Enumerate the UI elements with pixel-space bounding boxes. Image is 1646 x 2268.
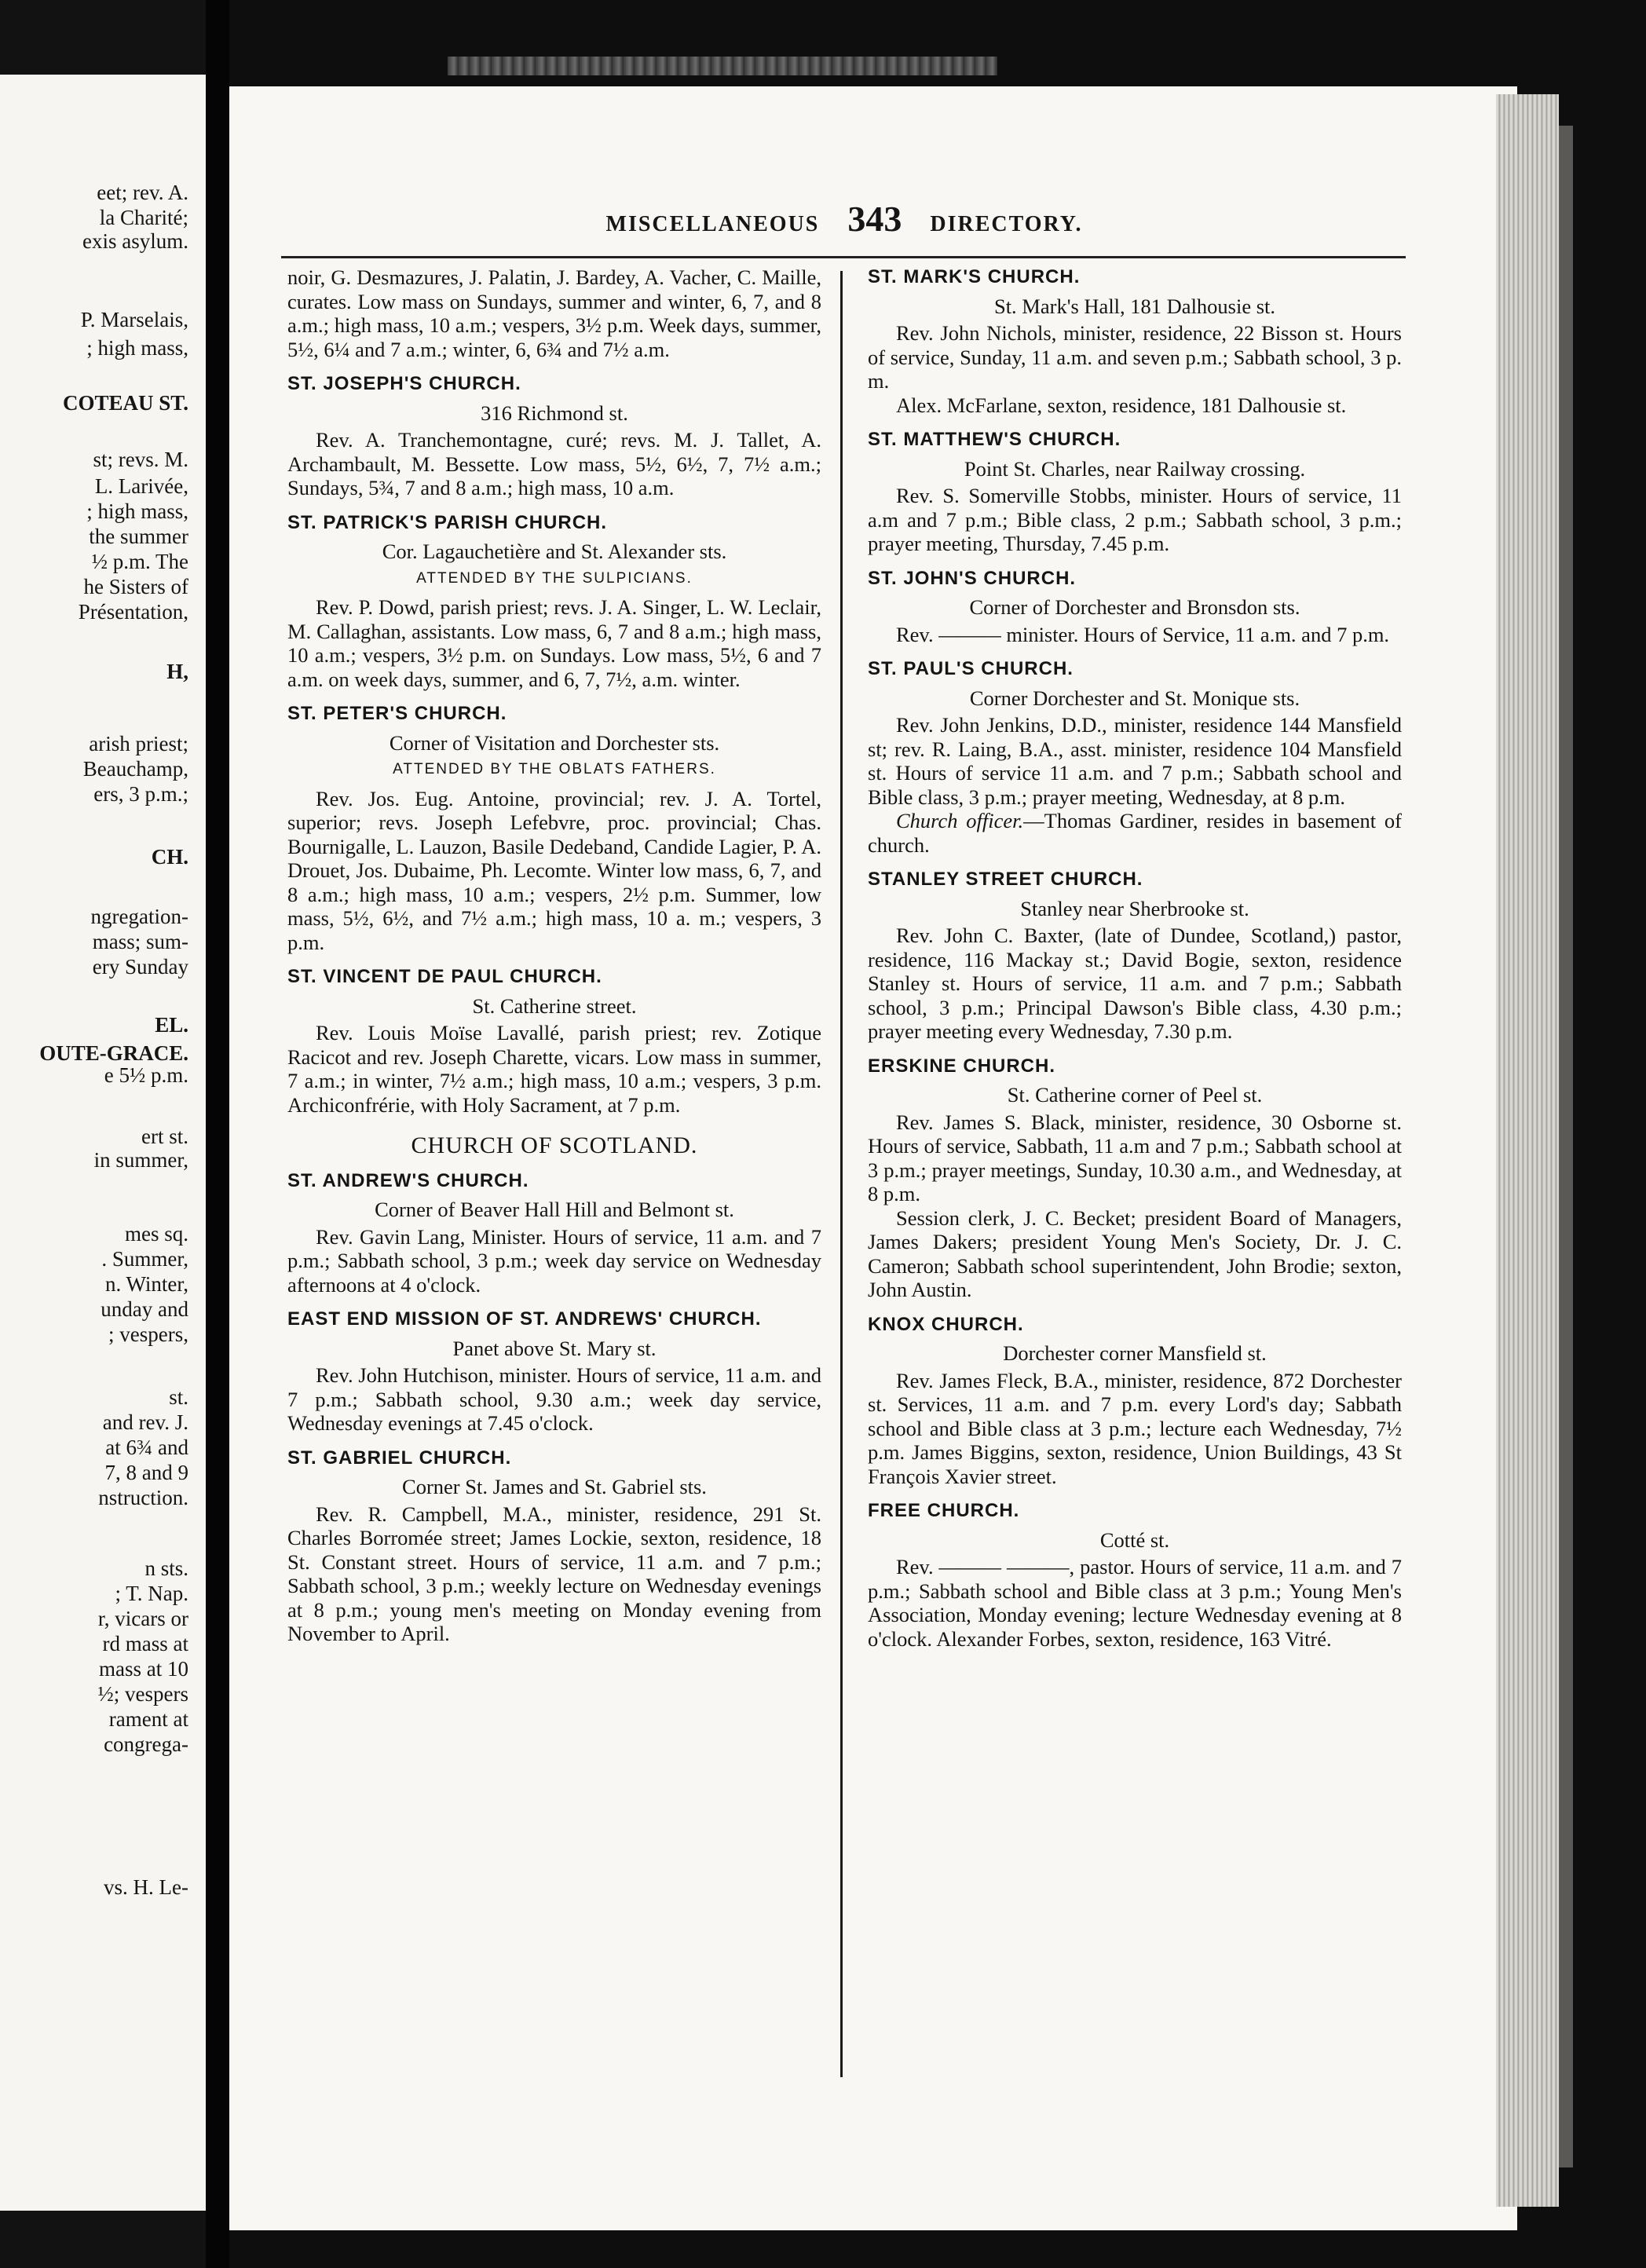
entry-body: Rev. John C. Baxter, (late of Dundee, Scotland,) pastor, residence, 116 Mackay st.; David Bogie, sexton, residence Stanley st. Hours of service, 11 a.m. and 7 p.m.; Sabbath school, 3 p.m.; Principal Dawson's Bible class, 4.30 p.m.; prayer meeting every Wednesday, 7.30 p.m. [868,924,1402,1043]
facing-page-line: Présentation, [78,600,188,624]
facing-page-line: EL. [155,1013,188,1037]
entry-body: Rev. Gavin Lang, Minister. Hours of service, 11 a.m. and 7 p.m.; Sabbath school, 3 p.m.; week day service on Wednesday afternoons at 4 o'clock. [287,1224,821,1297]
facing-page-line: the summer [89,525,188,548]
header-right-word: DIRECTORY. [930,212,1083,236]
entry-body: Rev. John Jenkins, D.D., minister, residence 144 Mansfield st; rev. R. Laing, B.A., asst. minister, residence 104 Mansfield st. Hours of service 11 a.m. and 7 p.m.; Sabbath school and Bible class, 3 p.m.; prayer meeting, Wednesday, at 8 p.m. [868,713,1402,809]
facing-page-line: ; high mass, [86,336,188,360]
entry-note: ATTENDED BY THE OBLATS FATHERS. [393,761,716,777]
entry-body: Rev. Louis Moïse Lavallé, parish priest; rev. Zotique Racicot and rev. Joseph Charette, vicars. Low mass in summer, 7 a.m.; in winter, 7½ a.m.; high mass, 10 a.m.; vespers, 3 p.m. Archiconfrérie, with Holy Sacrament, at 7 p.m. [287,1021,821,1117]
entry-heading: ST. PAUL'S CHURCH. [868,658,1074,679]
continuation-text: noir, G. Desmazures, J. Palatin, J. Bardey, A. Vacher, C. Maille, curates. Low mass on Sundays, summer and winter, 6, 7, and 8 a.m.; high mass, 10 a.m.; vespers, 3½ p.m. Week days, summer, 5½, 6¼ and 7 a.m.; winter, 6, 6¾ and 7½ a.m. [287,265,821,361]
entry-body: Rev. S. Somerville Stobbs, minister. Hours of service, 11 a.m and 7 p.m.; Bible class, 2 p.m.; Sabbath school, 3 p.m.; prayer meeting, Thursday, 7.45 p.m. [868,484,1402,555]
facing-page-line: H, [166,660,188,683]
entry-address: Corner of Visitation and Dorchester sts. [389,730,720,755]
entry-body: Rev. Jos. Eug. Antoine, provincial; rev. J. A. Tortel, superior; revs. Joseph Lefebvre, proc. provincial; Chas. Bournigalle, L. Lauzon, Basile Dedeband, Candide Lagier, P. A. Drouet, Jos. Dubaime, Ph. Lecomte. Winter low mass, 6, 7, and 8 a.m.; high mass, 10 a.m.; vespers, 2½ p.m. Summer, low mass, 5½, 6½, and 7½ a.m.; high mass, 10 a. m.; vespers, 3 p.m. [287,786,821,954]
entry-address: St. Catherine corner of Peel st. [1007,1083,1263,1107]
entry-heading: ST. PATRICK'S PARISH CHURCH. [287,511,608,533]
facing-page-line: eet; rev. A. [97,181,188,204]
entry-body: Rev. R. Campbell, M.A., minister, residence, 291 St. Charles Borromée street; James Lockie, sexton, residence, 18 St. Constant street. Hours of service, 11 a.m. and 7 p.m.; Sabbath school, 3 p.m.; weekly lecture on Wednesday evenings at 8 p.m.; young men's meeting on Monday evening from November to April. [287,1502,821,1645]
entry-heading: ST. JOSEPH'S CHURCH. [287,373,521,394]
entry-address: Corner St. James and St. Gabriel sts. [402,1475,707,1498]
facing-page-line: ers, 3 p.m.; [93,782,188,806]
entry-heading: ST. GABRIEL CHURCH. [287,1447,512,1469]
entry-heading: ST. JOHN'S CHURCH. [868,567,1077,589]
entry-address: Cotté st. [1099,1527,1170,1552]
entry-heading: ST. MATTHEW'S CHURCH. [868,429,1121,450]
running-header [283,198,1406,245]
facing-page-line: and rev. J. [102,1410,188,1434]
entry-address: Cor. Lagauchetière and St. Alexander sts. [382,540,727,563]
entry-heading: ST. MARK'S CHURCH. [868,266,1081,287]
entry-heading: KNOX CHURCH. [868,1313,1024,1335]
facing-page-line: ½; vespers [97,1682,188,1706]
facing-page-line: P. Marselais, [80,308,188,331]
entry-address: Panet above St. Mary st. [452,1336,657,1360]
facing-page-line: mass; sum- [92,930,188,953]
facing-page-line: at 6¾ and [105,1436,188,1459]
facing-page-line: st. [169,1385,188,1409]
facing-page-line: 7, 8 and 9 [104,1461,188,1484]
facing-page-line: ert st. [141,1125,188,1148]
entry-address: Corner of Beaver Hall Hill and Belmont st. [375,1198,734,1221]
facing-page-line: COTEAU ST. [62,391,188,415]
entry-address: Dorchester corner Mansfield st. [1003,1341,1267,1365]
facing-page-line: rament at [108,1707,188,1731]
facing-page-line: arish priest; [89,732,188,755]
facing-page-line: CH. [151,845,188,869]
facing-page-line: vs. H. Le- [104,1875,188,1899]
book-spine [206,0,229,2268]
facing-page-line: ½ p.m. The [91,550,188,573]
entry-body: Rev. John Nichols, minister, residence, 22 Bisson st. Hours of service, Sunday, 11 a.m. and seven p.m.; Sabbath school, 3 p. m. [868,321,1402,393]
facing-page-line: Beauchamp, [82,757,188,781]
facing-page-line: r, vicars or [97,1607,188,1630]
entry-address: Point St. Charles, near Railway crossing. [964,456,1306,481]
entry-body: Session clerk, J. C. Becket; president Board of Managers, James Dakers; president Young Men's Society, Dr. J. C. Cameron; Sabbath school superintendent, John Brodie; sexton, John Austin. [868,1205,1402,1301]
entry-heading: FREE CHURCH. [868,1500,1020,1521]
left-column [287,265,821,1646]
facing-page-line: ; T. Nap. [115,1582,188,1605]
entry-address: St. Mark's Hall, 181 Dalhousie st. [993,294,1276,318]
entry-heading: STANLEY STREET CHURCH. [868,869,1143,890]
entry-heading: ST. VINCENT DE PAUL CHURCH. [287,966,602,987]
entry-address: Stanley near Sherbrooke st. [1020,896,1249,920]
facing-page-line: . Summer, [101,1247,188,1271]
entry-heading: ERSKINE CHURCH. [868,1055,1056,1077]
facing-page-line: e 5½ p.m. [104,1063,188,1087]
facing-page-line: st; revs. M. [93,448,188,471]
header-left-word: MISCELLANEOUS [605,212,820,236]
facing-page-line: la Charité; [99,206,188,229]
facing-page-line: L. Larivée, [94,474,188,498]
officer-label: Church officer. [896,809,1024,832]
facing-page-fragment [0,75,206,2211]
entry-heading: ST. PETER'S CHURCH. [287,703,507,724]
entry-address: St. Catherine street. [472,993,637,1018]
facing-page-line: mes sq. [125,1222,188,1246]
entry-body: Church officer.—Thomas Gardiner, resides in basement of church. [868,809,1402,857]
facing-page-line: congrega- [104,1732,188,1756]
entry-address: Corner of Dorchester and Bronsdon sts. [969,595,1300,619]
facing-page-line: ; high mass, [86,499,188,523]
right-column [868,265,1402,1651]
entry-address: 316 Richmond st. [481,401,628,425]
entry-body: Rev. John Hutchison, minister. Hours of service, 11 a.m. and 7 p.m.; Sabbath school, 9.30 a.m.; week day service, Wednesday evenings at 7.45 o'clock. [287,1363,821,1435]
page-top-edge [448,57,997,75]
facing-page-line: ery Sunday [92,955,188,979]
column-separator [840,271,843,2077]
facing-page-line: n sts. [144,1557,188,1580]
entry-body: Rev. James Fleck, B.A., minister, residence, 872 Dorchester st. Services, 11 a.m. and 7 p.m. every Lord's day; Sabbath school and Bible class at 3 p.m.; lecture each Wednesday, 7½ p.m. James Biggins, sexton, residence, Union Buildings, 43 St François Xavier street. [868,1368,1402,1488]
entry-note: ATTENDED BY THE SULPICIANS. [416,569,693,587]
entry-body: Rev. ——— ———, pastor. Hours of service, 11 a.m. and 7 p.m.; Sabbath school and Bible class at 3 p.m.; Young Men's Association, Monday evening; lecture Wednesday evening at 8 o'clock. Alexander Forbes, sexton, residence, 163 Vitré. [868,1555,1402,1651]
header-rule [281,256,1406,258]
facing-page-line: mass at 10 [99,1657,188,1681]
facing-page-line: n. Winter, [104,1272,188,1296]
entry-body: Rev. A. Tranchemontagne, curé; revs. M. J. Tallet, A. Archambault, M. Bessette. Low mass, 5½, 6½, 7, 7½ a.m.; Sundays, 5¾, 7 and 8 a.m.; high mass, 10 a.m. [287,428,821,499]
facing-page-line: exis asylum. [82,229,188,253]
facing-page-line: he Sisters of [83,575,188,598]
facing-page-line: ; vespers, [108,1322,188,1346]
entry-body: Rev. P. Dowd, parish priest; revs. J. A. Singer, L. W. Leclair, M. Callaghan, assistants. Low mass, 6, 7 and 8 a.m.; high mass, 10 a.m.; vespers, 3½ p.m. on Sundays. Low mass, 5½, 6 and 7 a.m. on week days, summer, and 6, 7, 7½, a.m. winter. [287,595,821,691]
page-number: 343 [847,199,902,239]
entry-address: Corner Dorchester and St. Monique sts. [969,686,1300,710]
facing-page-line: in summer, [93,1148,188,1172]
facing-page-line: nstruction. [98,1486,188,1509]
entry-heading: EAST END MISSION OF ST. ANDREWS' CHURCH. [287,1308,762,1330]
entry-body: Rev. James S. Black, minister, residence, 30 Osborne st. Hours of service, Sabbath, 11 a.m and 7 p.m.; Sabbath school at 3 p.m.; prayer meetings, Sunday, 10.30 a.m., and Wednesday, at 8 p.m. [868,1110,1402,1205]
facing-page-line: unday and [101,1297,188,1321]
entry-body: Alex. McFarlane, sexton, residence, 181 Dalhousie st. [896,393,1347,417]
book-cover-edge [1559,126,1573,2167]
page-edges [1496,94,1559,2207]
entry-body: Rev. ——— minister. Hours of Service, 11 a.m. and 7 p.m. [896,622,1390,646]
section-title: CHURCH OF SCOTLAND. [411,1132,698,1158]
facing-page-line: rd mass at [102,1632,188,1655]
entry-heading: ST. ANDREW'S CHURCH. [287,1169,529,1191]
facing-page-line: ngregation- [90,905,188,928]
facing-page-line: OUTE-GRACE. [39,1041,188,1065]
